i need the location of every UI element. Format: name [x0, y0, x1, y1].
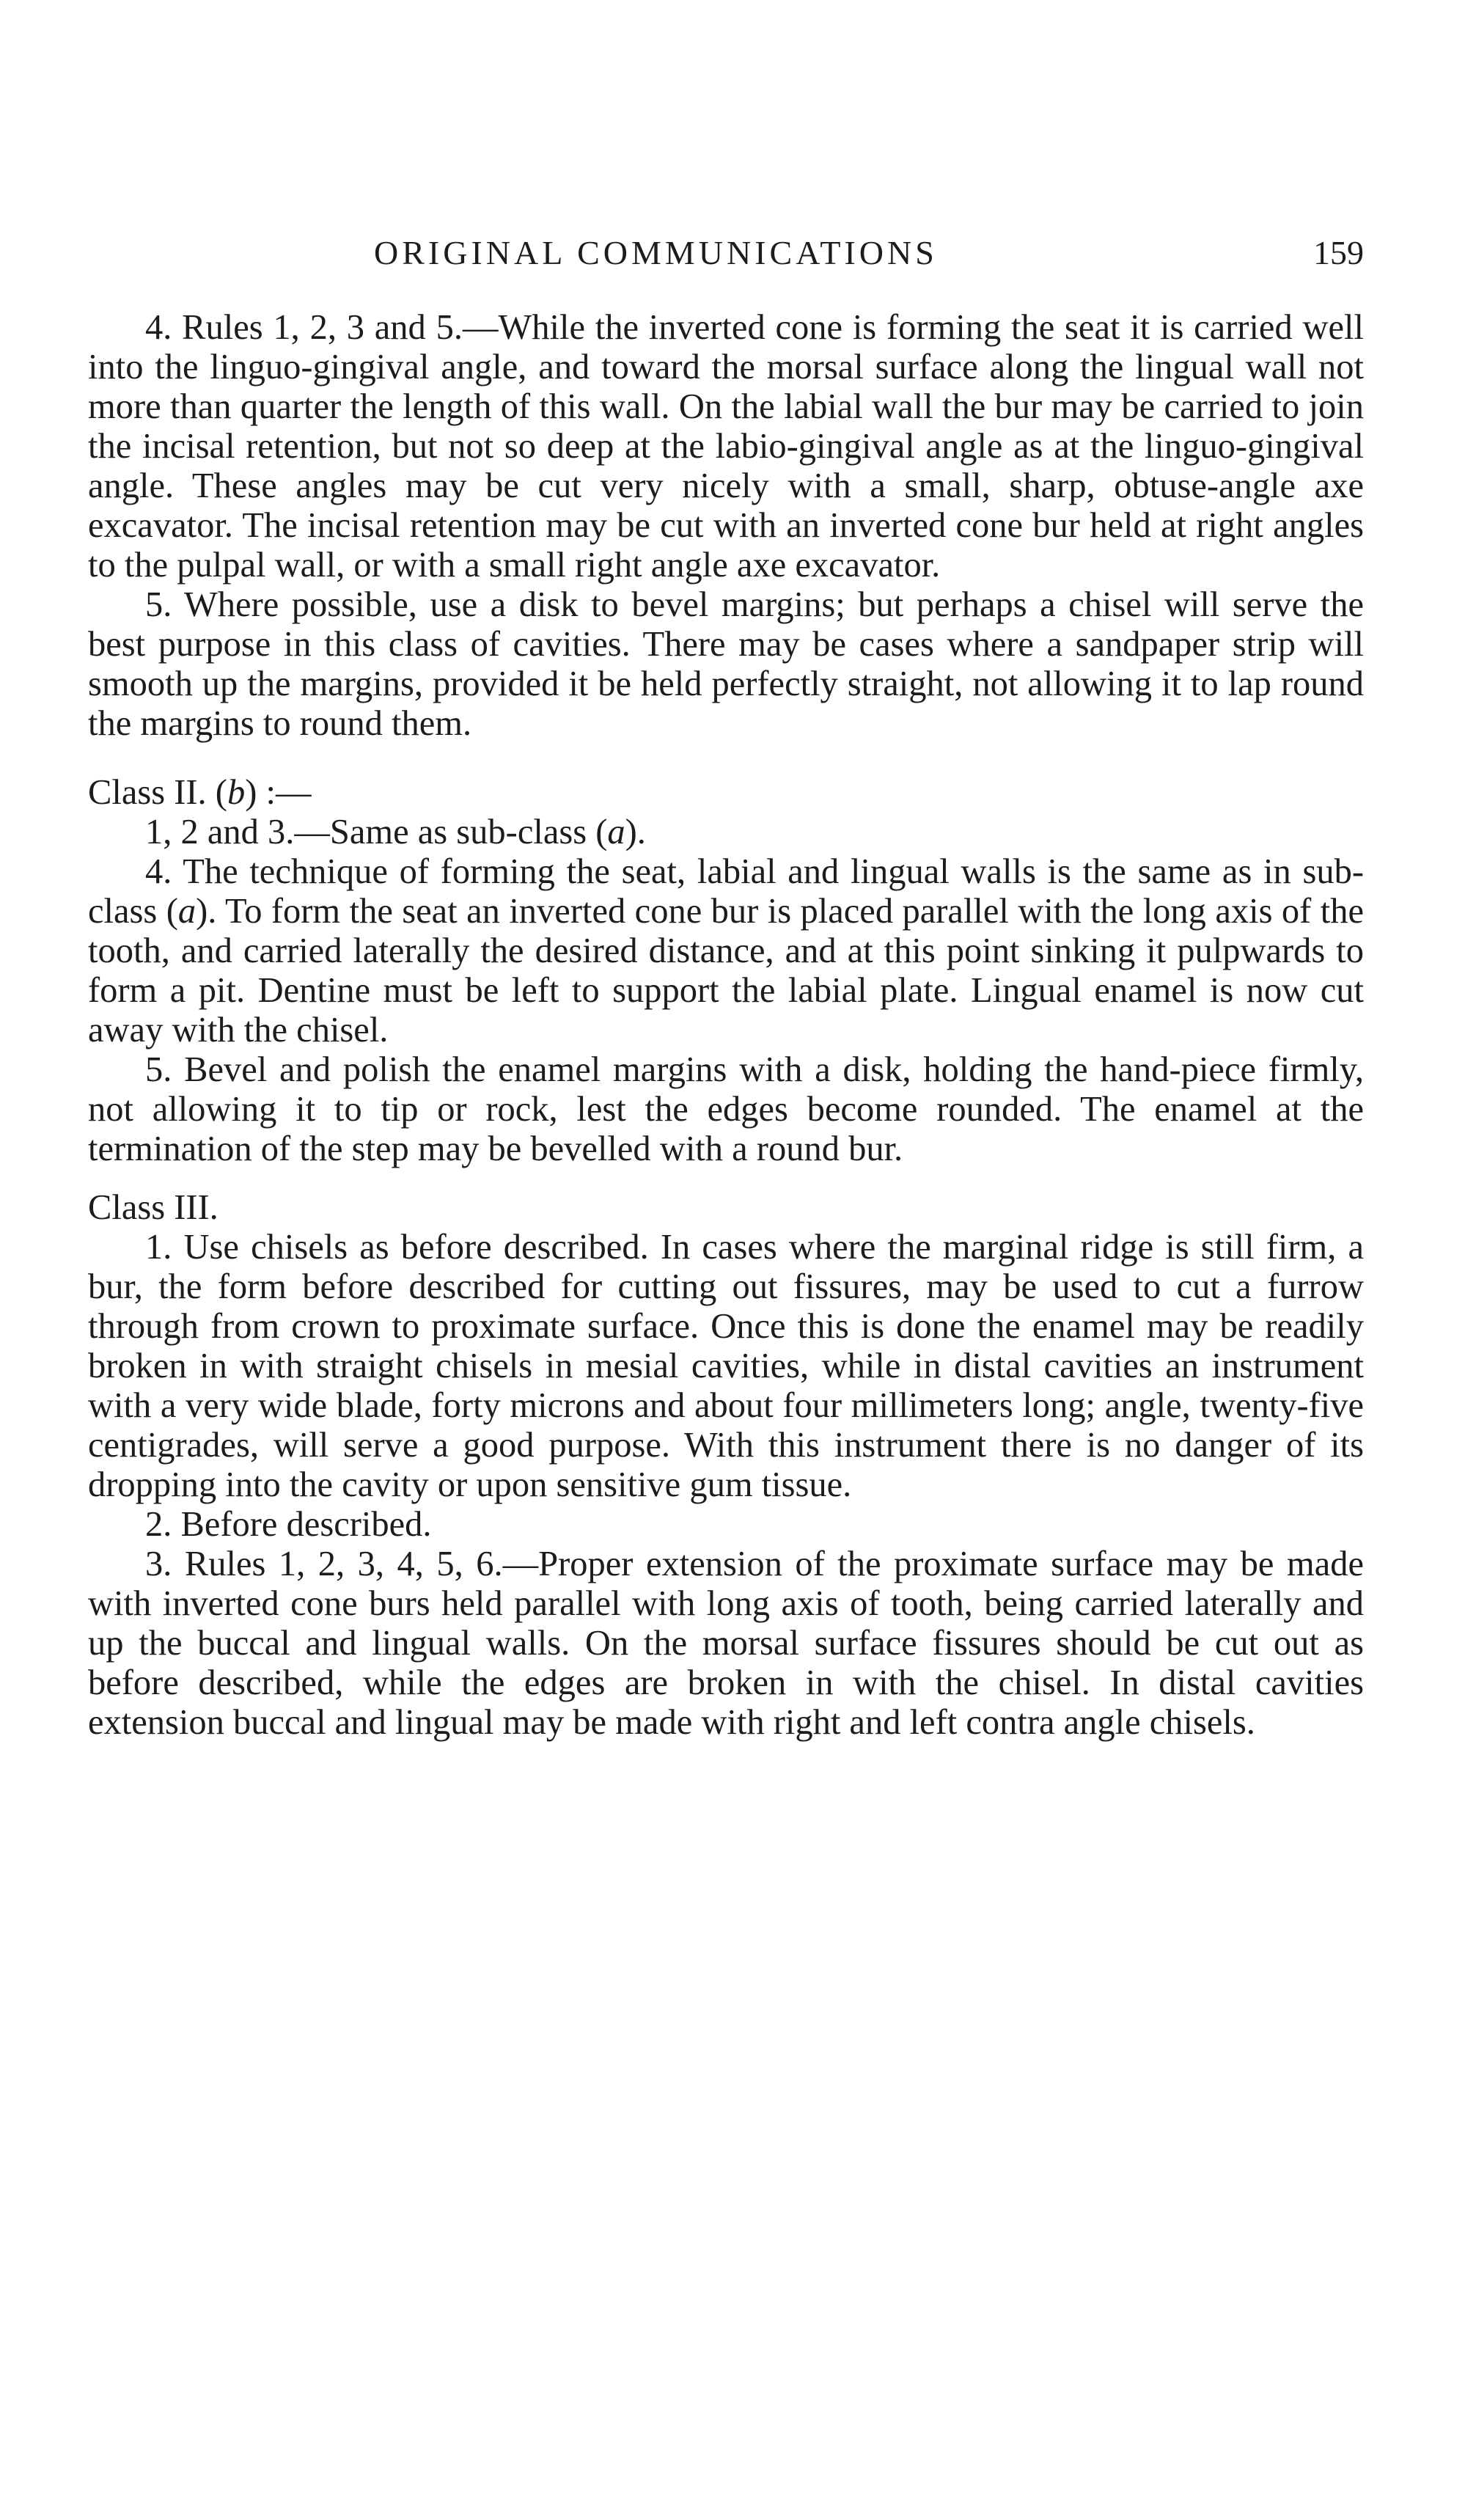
p3-letter: a — [607, 813, 625, 851]
paragraph-before-described: 2. Before described. — [145, 1505, 432, 1544]
heading-class-2b — [88, 744, 1364, 813]
heading-class-2b-suffix: ) :— — [245, 773, 312, 812]
heading-class-3: Class III. — [88, 1188, 219, 1227]
page-body — [88, 308, 1364, 1743]
p3-suffix: ). — [625, 813, 646, 851]
heading-class-2b-prefix: Class II. ( — [88, 773, 227, 812]
paragraph-technique-seat — [88, 852, 1364, 1050]
p4-letter: a — [177, 892, 197, 931]
running-head: ORIGINAL COMMUNICATIONS — [374, 234, 938, 271]
page-number: 159 — [1313, 234, 1364, 271]
paragraph-same-as-subclass — [88, 813, 1364, 852]
page-header — [88, 233, 1364, 277]
heading-class-2b-letter: b — [227, 773, 246, 812]
paragraph-rules-1-2-3-5: 4. Rules 1, 2, 3 and 5.—While the inverted cone is forming the seat it is carried well into the linguo-gingival angle, and toward the morsal surface along the lingual wall not more than quarter the length of this wall. On the labial wall the bur may be carried to join the incisal retention, but not so deep at the labio-gingival angle as at the linguo-gingival angle. These angles may be cut very nicely with a small, sharp, obtuse-angle axe excavator. The incisal retention may be cut with an inverted cone bur held at right angles to the pulpal wall, or with a small right angle axe excavator. — [88, 308, 1364, 585]
paragraph-bevel-polish: 5. Bevel and polish the enamel margins with a disk, holding the hand-piece firmly, not allowing it to tip or rock, lest the edges become rounded. The enamel at the termination of the step may be bevelled with a round bur. — [88, 1050, 1364, 1168]
paragraph-bevel-margins: 5. Where possible, use a disk to bevel margins; but perhaps a chisel will serve the best purpose in this class of cavities. There may be cases where a sandpaper strip will smooth up the margins, provided it be held perfectly straight, not allowing it to lap round the margins to round them. — [88, 585, 1364, 743]
p4-prefix: 4. The technique of forming the seat, labial and lingual walls is the same as in sub-class ( — [88, 852, 1364, 931]
paragraph-use-chisels: 1. Use chisels as before described. In cases where the marginal ridge is still firm, a bur, the form before described for cutting out fissures, may be used to cut a furrow through from crown to proximate surface. Once this is done the enamel may be readily broken in with straight chisels in mesial cavities, while in distal cavities an instrument with a very wide blade, forty microns and about four millimeters long; angle, twenty-five centigrades, will serve a good purpose. With this instrument there is no danger of its dropping into the cavity or upon sensitive gum tissue. — [88, 1228, 1364, 1504]
p3-prefix: 1, 2 and 3.—Same as sub-class ( — [145, 813, 608, 851]
paragraph-rules-1-6: 3. Rules 1, 2, 3, 4, 5, 6.—Proper extension of the proximate surface may be made with inverted cone burs held parallel with long axis of tooth, being carried laterally and up the buccal and lingual walls. On the morsal surface fissures should be cut out as before described, while the edges are broken in with the chisel. In distal cavities extension buccal and lingual may be made with right and left contra angle chisels. — [88, 1545, 1364, 1742]
p4-suffix: ). To form the seat an inverted cone bur is placed parallel with the long axis of the tooth, and carried laterally the desired distance, and at this point sinking it pulpwards to form a pit. Dentine must be left to support the labial plate. Lingual enamel is now cut away with the chisel. — [88, 892, 1364, 1050]
